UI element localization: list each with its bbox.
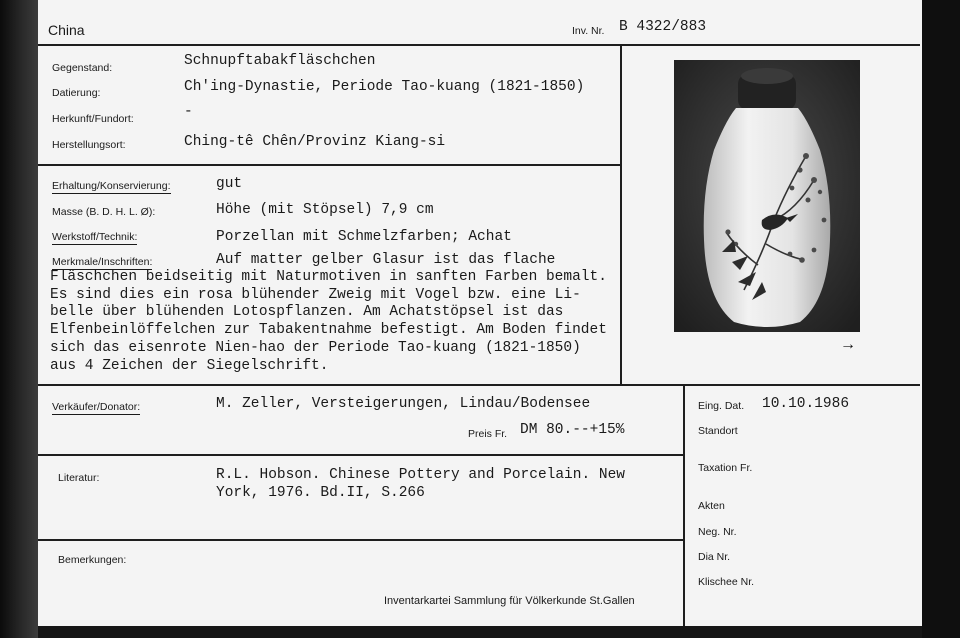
object-photo [674, 60, 860, 332]
literatur-value: R.L. Hobson. Chinese Pottery and Porcelain. New York, 1976. Bd.II, S.266 [216, 467, 625, 501]
eing-dat-value: 10.10.1986 [762, 396, 850, 412]
masse-label: Masse (B. D. H. L. Ø): [52, 206, 156, 218]
divider-side-column [683, 385, 685, 626]
preis-value: DM 80.--+15% [520, 422, 625, 438]
werkstoff-label: Werkstoff/Technik: [52, 231, 138, 243]
bemerkungen-label: Bemerkungen: [58, 554, 127, 566]
inv-nr-label: Inv. Nr. [572, 25, 605, 37]
herkunft-value: - [184, 104, 193, 120]
gegenstand-value: Schnupftabakfläschchen [184, 53, 376, 69]
inventory-card [38, 0, 922, 626]
erhaltung-value: gut [216, 176, 243, 192]
herkunft-label: Herkunft/Fundort: [52, 113, 134, 125]
merkmale-description: Fläschchen beidseitig mit Naturmotiven in sanften Farben bemalt. Es sind dies ein rosa blühender Zweig mit Vogel bzw. eine Li- belle über blühenden Lotospflanzen. Am Achatstöpsel ist das Elfenbeinlöffelchen zur Tabakentnahme befestigt. Am Boden findet sich das eisenrote Nien-hao der Periode Tao-kuang (1821-1850) aus 4 Zeichen der Siegelschrift. [50, 269, 607, 374]
divider-photo-left [620, 45, 622, 385]
taxation-label: Taxation Fr. [698, 462, 753, 474]
datierung-value: Ch'ing-Dynastie, Periode Tao-kuang (1821-1850) [184, 79, 585, 95]
eing-dat-label: Eing. Dat. [698, 400, 745, 412]
gegenstand-label: Gegenstand: [52, 62, 113, 74]
divider-literature [38, 539, 684, 541]
verkaeufer-label: Verkäufer/Donator: [52, 401, 141, 413]
divider-upper-block [38, 164, 621, 166]
akten-label: Akten [698, 500, 725, 512]
preis-label: Preis Fr. [468, 428, 508, 440]
divider-vendor [38, 454, 684, 456]
card-footer: Inventarkartei Sammlung für Völkerkunde St.Gallen [384, 595, 635, 607]
merkmale-label: Merkmale/Inschriften: [52, 256, 153, 268]
herstellungsort-value: Ching-tê Chên/Provinz Kiang-si [184, 134, 446, 150]
literatur-label: Literatur: [58, 472, 100, 484]
inv-nr-value: B 4322/883 [619, 19, 707, 35]
right-edge-background [922, 0, 960, 638]
datierung-label: Datierung: [52, 87, 101, 99]
merkmale-first-line: Auf matter gelber Glasur ist das flache [216, 252, 556, 268]
dia-nr-label: Dia Nr. [698, 551, 731, 563]
klischee-nr-label: Klischee Nr. [698, 576, 755, 588]
left-edge-shadow [0, 0, 38, 638]
masse-value: Höhe (mit Stöpsel) 7,9 cm [216, 202, 434, 218]
divider-header [38, 44, 920, 46]
divider-middle [38, 384, 920, 386]
neg-nr-label: Neg. Nr. [698, 526, 737, 538]
erhaltung-label: Erhaltung/Konservierung: [52, 180, 171, 192]
herstellungsort-label: Herstellungsort: [52, 139, 126, 151]
turn-over-arrow: → [840, 336, 856, 353]
verkaeufer-value: M. Zeller, Versteigerungen, Lindau/Bodensee [216, 396, 591, 412]
snuff-bottle-image [674, 60, 860, 332]
country-title: China [48, 22, 85, 38]
standort-label: Standort [698, 425, 738, 437]
werkstoff-value: Porzellan mit Schmelzfarben; Achat [216, 229, 512, 245]
